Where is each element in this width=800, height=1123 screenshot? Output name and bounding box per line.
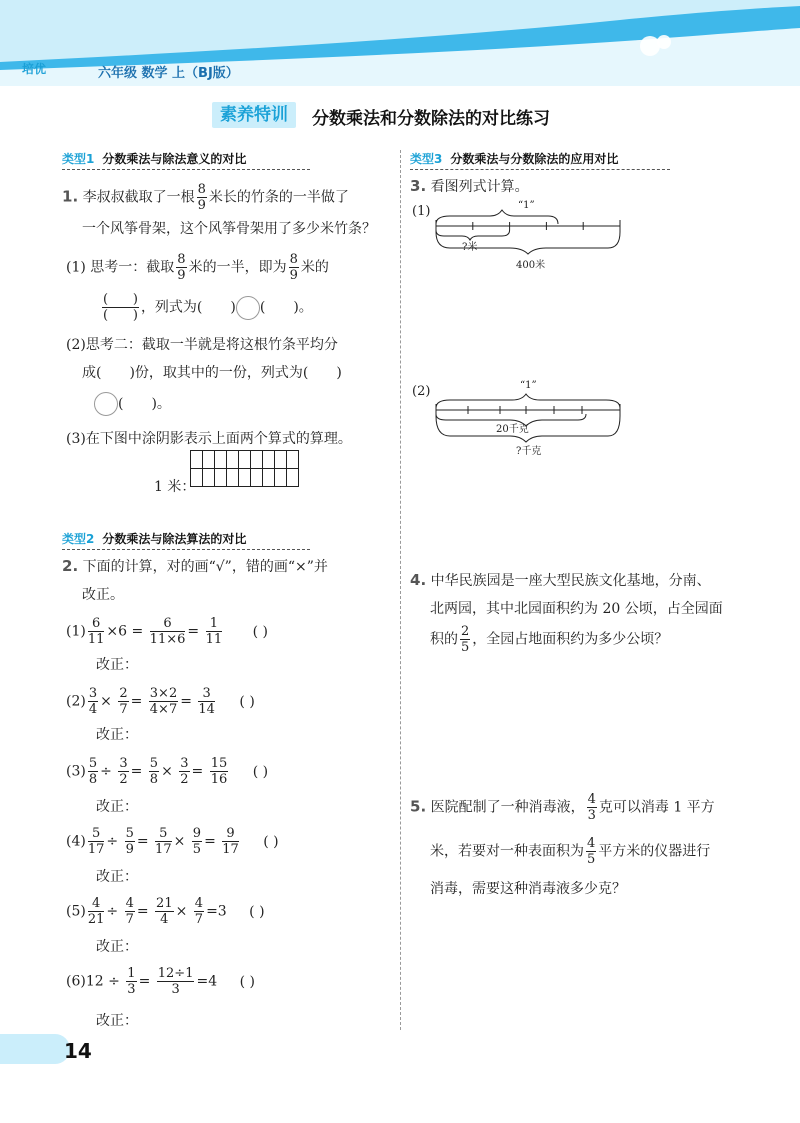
type3-heading — [410, 150, 670, 167]
q4-line1: 4. 中华民族园是一座大型民族文化基地，分南、 — [410, 571, 711, 589]
q1-p2-open: ( — [118, 396, 124, 412]
q1-part2-line3 — [94, 392, 171, 416]
q1-operator-circle[interactable] — [236, 296, 260, 320]
q3-diagram2-index: (2) — [412, 384, 431, 399]
grid-label: 1 米： — [154, 479, 196, 495]
q2-fix-1: 改正： — [96, 657, 138, 673]
q1-p1-text-c: 米的 — [300, 259, 329, 276]
q5-number: 5 — [410, 797, 421, 816]
q5-text-1a: 医院配制了一种消毒液， — [430, 799, 585, 816]
q1-p2-text-c: ) — [336, 365, 342, 381]
q2-fix-3: 改正： — [96, 799, 138, 815]
type1-tag: 类型1 — [62, 152, 95, 166]
q1-text-b: 米长的竹条的一半做了 — [208, 189, 349, 206]
q2-item-5: (5) $\frac{4}{21}$ ÷ $\frac{4}{7}$ = $\frac{21}{4}$ × $\frac{4}{7}$ =3 ( ) — [66, 896, 265, 927]
q5-text-2b: 平方米的仪器进行 — [598, 843, 711, 860]
q1-p1-index: (1) — [66, 259, 86, 276]
q2-item-2: (2) $\frac{3}{4}$ × $\frac{2}{7}$ = $\frac{3\times 2}{4\times 7}$ = $\frac{3}{14}$ ( ) — [66, 686, 255, 717]
q1-fraction: $\frac{8}{9}$ — [197, 182, 206, 213]
type3-label: 分数乘法与分数除法的应用对比 — [450, 152, 619, 166]
q2-number: 2 — [62, 557, 73, 575]
q5-text-2a: 米，若要对一种表面积为 — [430, 843, 584, 860]
type1-heading — [62, 150, 310, 167]
q2-item-6-index: (6) — [66, 973, 86, 990]
q1-p2-close: )。 — [151, 396, 171, 412]
q4-number: 4 — [410, 571, 421, 589]
q2-text: 下面的计算，对的画“√”，错的画“×”并 — [82, 559, 328, 575]
q3-d2-part: 20千克 — [496, 424, 529, 435]
q4-line2: 北两园，其中北园面积约为 20 公顷，占全园面 — [430, 601, 723, 617]
q1-p1-close-b: )。 — [293, 299, 313, 316]
q2-item-1-index: (1) — [66, 623, 86, 640]
type2-tag: 类型2 — [62, 532, 95, 546]
q2-item-5-answer[interactable]: ( ) — [249, 903, 265, 920]
q1-part2-line2 — [82, 362, 342, 382]
q2-item-2-answer[interactable]: ( ) — [239, 693, 255, 710]
q2-item-4-answer[interactable]: ( ) — [263, 833, 279, 850]
q1-p1-frac-a: $\frac{8}{9}$ — [177, 252, 186, 283]
q2-item-1-answer[interactable]: ( ) — [252, 623, 268, 640]
q2-line2: 改正。 — [82, 587, 124, 603]
q2-item-3-index: (3) — [66, 763, 86, 780]
q4-text-3b: ，全园占地面积约为多少公顷？ — [472, 631, 669, 648]
grade-label: 六年级 数学 上（BJ版） — [98, 66, 239, 81]
q1-p1-text-b: 米的一半，即为 — [188, 259, 287, 276]
q1-answer-fraction-blank[interactable]: $\frac{( )}{( )}$ — [103, 292, 138, 323]
q4-text-1: 中华民族园是一座大型民族文化基地，分南、 — [430, 573, 711, 589]
q2-fix-6: 改正： — [96, 1013, 138, 1029]
q2-item-4-index: (4) — [66, 833, 86, 850]
q1-operator-circle-2[interactable] — [94, 392, 118, 416]
q1-p1-open-b: ( — [259, 299, 266, 316]
q5-text-1b: 克可以消毒 1 平方 — [598, 799, 715, 816]
q2-item-6: (6)12 ÷ $\frac{1}{3}$ = $\frac{12\div 1}{3}$ =4 ( ) — [66, 966, 255, 997]
q5-line3: 消毒，需要这种消毒液多少克？ — [430, 881, 626, 897]
q3-diagram1-index: (1) — [412, 204, 431, 219]
q2-fix-2: 改正： — [96, 727, 138, 743]
q1-text-a: 李叔叔截取了一根 — [82, 189, 195, 206]
q1-part3: (3)在下图中涂阴影表示上面两个算式的算理。 — [66, 431, 352, 447]
q5-line1: 5. 医院配制了一种消毒液， $\frac{4}{3}$ 克可以消毒 1 平方 — [410, 792, 715, 823]
column-divider — [400, 150, 401, 1030]
page-title: 分数乘法和分数除法的对比练习 — [312, 109, 550, 129]
q3-d2-total: ?千克 — [516, 446, 542, 457]
q3-line: 3. 看图列式计算。 — [410, 177, 529, 195]
q1-part1-line2 — [100, 292, 313, 323]
q2-item-3-answer[interactable]: ( ) — [252, 763, 269, 780]
type2-label: 分数乘法与除法算法的对比 — [102, 532, 247, 546]
q1-p1-close-a: ) — [230, 299, 236, 316]
type3-tag: 类型3 — [410, 152, 443, 166]
q2-fix-4: 改正： — [96, 869, 138, 885]
q3-d1-one: “1” — [518, 200, 535, 211]
q3-text: 看图列式计算。 — [430, 179, 529, 195]
q1-p2-text-b: )份，取其中的一份，列式为( — [129, 365, 309, 381]
q3-d1-total: 400米 — [516, 260, 546, 271]
page-number-tab — [0, 1034, 70, 1064]
q1-p2-text-a: 成( — [82, 365, 102, 381]
q1-part1-line1 — [66, 252, 329, 283]
q5-fraction-1: $\frac{4}{3}$ — [587, 792, 596, 823]
section-badge: 素养特训 — [212, 102, 296, 128]
shading-grid[interactable] — [190, 450, 299, 487]
q2-fix-5: 改正： — [96, 939, 138, 955]
q4-fraction: $\frac{2}{5}$ — [461, 624, 470, 655]
q1-p1-text-a: 思考一：截取 — [90, 259, 175, 276]
type2-heading — [62, 530, 310, 547]
q2-line1: 2. 下面的计算，对的画“√”，错的画“×”并 — [62, 557, 328, 575]
q1-p1-frac-b: $\frac{8}{9}$ — [289, 252, 298, 283]
q1-line1: 1. 李叔叔截取了一根 $\frac{8}{9}$ 米长的竹条的一半做了 — [62, 182, 349, 213]
q1-p1-text-d: ，列式为( — [140, 299, 203, 316]
q2-item-3: (3) $\frac{5}{8}$ ÷ $\frac{3}{2}$ = $\frac{5}{8}$ × $\frac{3}{2}$ = $\frac{15}{16}$ ( ) — [66, 756, 269, 787]
q2-item-2-index: (2) — [66, 693, 86, 710]
q4-line3 — [430, 624, 668, 655]
q2-item-5-index: (5) — [66, 903, 86, 920]
q2-item-1: (1) $\frac{6}{11}$ ×6 = $\frac{6}{11\times 6}$ = $\frac{1}{11}$ ( ) — [66, 616, 268, 647]
title-bar — [0, 102, 800, 130]
q1-line2: 一个风筝骨架，这个风筝骨架用了多少米竹条？ — [82, 221, 376, 237]
q3-d2-one: “1” — [520, 380, 537, 391]
q2-item-4: (4) $\frac{5}{17}$ ÷ $\frac{5}{9}$ = $\frac{5}{17}$ × $\frac{9}{5}$ = $\frac{9}{17}$ ( ) — [66, 826, 279, 857]
q3-number: 3 — [410, 177, 421, 195]
page-number: 14 — [64, 1039, 92, 1063]
type1-label: 分数乘法与除法意义的对比 — [102, 152, 247, 166]
brand-logo: 培优 — [22, 62, 47, 76]
q1-part2-line1: (2)思考二：截取一半就是将这根竹条平均分 — [66, 337, 338, 353]
q5-fraction-2: $\frac{4}{5}$ — [587, 836, 596, 867]
q2-item-6-answer[interactable]: ( ) — [239, 973, 255, 990]
q4-text-3a: 积的 — [430, 631, 458, 648]
header-band — [0, 0, 800, 86]
q1-number: 1 — [62, 187, 73, 206]
q5-line2 — [430, 836, 710, 867]
q3-d1-part: ?米 — [462, 242, 478, 253]
